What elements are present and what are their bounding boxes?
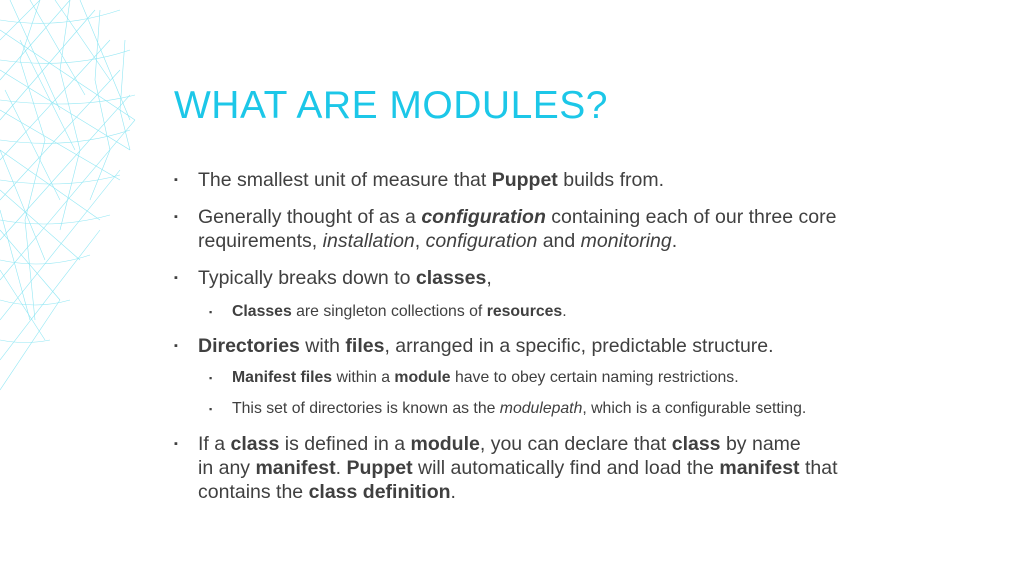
body-text: Generally thought of as a xyxy=(198,206,422,228)
emphasis-text: Puppet xyxy=(346,457,413,479)
body-text: by name xyxy=(720,433,801,455)
bullet-line xyxy=(198,205,974,229)
bullet-line xyxy=(198,266,974,290)
emphasis-text: Manifest files xyxy=(232,369,333,386)
body-text: is defined in a xyxy=(279,433,411,455)
bullet-line xyxy=(198,229,974,253)
bullet-line xyxy=(198,456,974,480)
body-text: that xyxy=(799,457,838,479)
body-text: , xyxy=(486,267,492,289)
emphasis-text: class xyxy=(230,433,280,455)
body-text: will automatically find and load the xyxy=(412,457,720,479)
body-text: , which is a configurable setting. xyxy=(582,400,807,417)
body-text: , you can declare that xyxy=(479,433,672,455)
body-text: containing each of our three core xyxy=(545,206,837,228)
bullet-marker: ▪ xyxy=(209,307,213,317)
emphasis-text: class xyxy=(671,433,721,455)
slide-title: WHAT ARE MODULES? xyxy=(174,84,608,127)
bullet-line xyxy=(232,301,974,323)
body-text: , arranged in a specific, predictable structure. xyxy=(384,335,774,357)
body-text: builds from. xyxy=(557,169,665,191)
bullet-line xyxy=(232,398,974,420)
emphasis-text: class definition xyxy=(308,481,451,503)
body-text: This set of directories is known as the xyxy=(232,400,500,417)
bullet-marker: ▪ xyxy=(174,340,178,352)
bullet-list xyxy=(174,168,974,504)
emphasis-text: manifest xyxy=(719,457,800,479)
body-text: If a xyxy=(198,433,231,455)
body-text: have to obey certain naming restrictions. xyxy=(450,369,739,386)
emphasis-text: module xyxy=(410,433,480,455)
emphasis-text: configuration xyxy=(425,230,538,252)
bullet-line xyxy=(198,480,974,504)
body-text: . xyxy=(450,481,456,503)
bullet-line xyxy=(198,168,974,192)
body-text: within a xyxy=(332,369,395,386)
bullet-item xyxy=(174,168,974,192)
body-text: . xyxy=(671,230,678,252)
body-text: The smallest unit of measure that xyxy=(198,169,492,191)
sub-bullet-item xyxy=(174,367,974,389)
bullet-item xyxy=(174,266,974,290)
bullet-line xyxy=(232,367,974,389)
body-text: , xyxy=(414,230,426,252)
body-text: requirements, xyxy=(198,230,323,252)
body-text: with xyxy=(299,335,346,357)
bullet-marker: ▪ xyxy=(174,272,178,284)
emphasis-text: configuration xyxy=(421,206,546,228)
body-text: are singleton collections of xyxy=(291,303,487,320)
emphasis-text: manifest xyxy=(255,457,336,479)
sub-bullet-item xyxy=(174,398,974,420)
bullet-line xyxy=(198,334,974,358)
bullet-marker: ▪ xyxy=(174,174,178,186)
body-text: contains the xyxy=(198,481,309,503)
emphasis-text: Puppet xyxy=(491,169,558,191)
wireframe-decoration xyxy=(0,0,150,400)
bullet-item xyxy=(174,432,974,504)
emphasis-text: files xyxy=(345,335,385,357)
emphasis-text: module xyxy=(394,369,451,386)
emphasis-text: monitoring xyxy=(580,230,672,252)
emphasis-text: modulepath xyxy=(499,400,583,417)
emphasis-text: Directories xyxy=(198,335,300,357)
body-text: Typically breaks down to xyxy=(198,267,416,289)
body-text: in any xyxy=(198,457,256,479)
emphasis-text: installation xyxy=(322,230,415,252)
sub-bullet-item xyxy=(174,301,974,323)
bullet-marker: ▪ xyxy=(209,404,213,414)
bullet-item xyxy=(174,205,974,253)
emphasis-text: classes xyxy=(415,267,487,289)
emphasis-text: Classes xyxy=(232,303,292,320)
emphasis-text: resources xyxy=(486,303,563,320)
body-text: and xyxy=(537,230,581,252)
body-text: . xyxy=(335,457,347,479)
bullet-marker: ▪ xyxy=(209,373,213,383)
bullet-line xyxy=(198,432,974,456)
bullet-marker: ▪ xyxy=(174,438,178,450)
bullet-marker: ▪ xyxy=(174,211,178,223)
body-text: . xyxy=(562,303,567,320)
bullet-item xyxy=(174,334,974,358)
